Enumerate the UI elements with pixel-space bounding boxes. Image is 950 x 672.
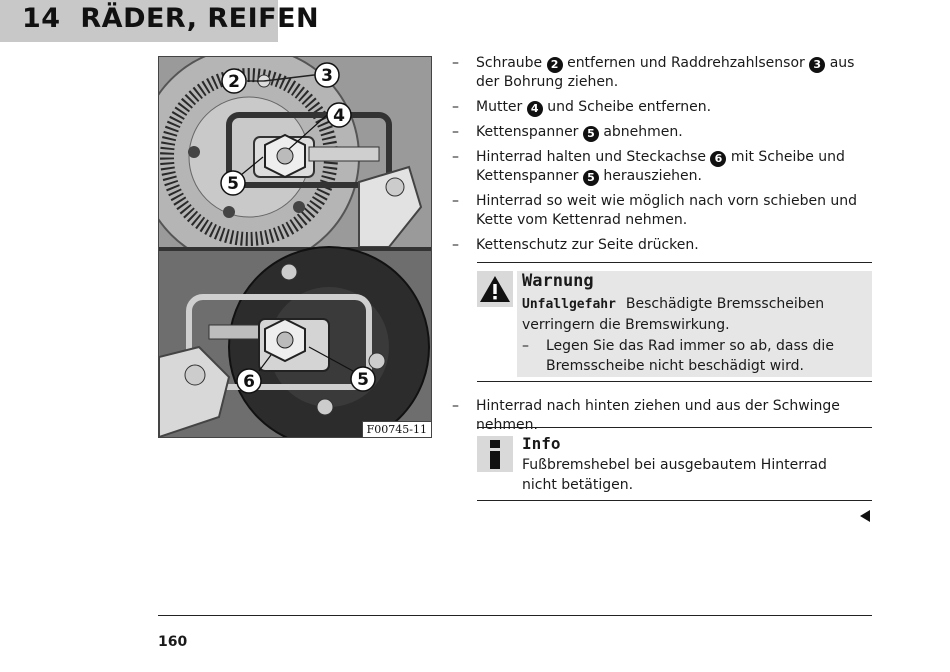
step-item: – Hinterrad nach hinten ziehen und aus der Schwinge nehmen. [452, 398, 840, 433]
info-text: Fußbremshebel bei ausgebautem Hinterrad nicht betätigen. [522, 457, 827, 493]
figure-illustration [159, 57, 431, 437]
step-item: – Hinterrad so weit wie möglich nach vorn schieben und Kette vom Kettenrad nehmen. [452, 193, 858, 228]
warning-instruction: – Legen Sie das Rad immer so ab, dass die Bremsscheibe nicht beschädigt wird. [522, 338, 834, 374]
svg-text:6: 6 [243, 372, 255, 392]
step-item: – Kettenschutz zur Seite drücken. [452, 237, 699, 253]
svg-text:4: 4 [333, 106, 345, 126]
divider [477, 427, 872, 428]
ref-number: 5 [583, 170, 599, 186]
chapter-header [0, 0, 320, 42]
figure-id: F00745-11 [362, 421, 431, 437]
step-dash: – [452, 55, 459, 71]
footer-divider [158, 615, 872, 616]
ref-number: 5 [583, 126, 599, 142]
warning-icon [477, 271, 513, 307]
chapter-number: 14 [22, 3, 61, 34]
step-list [452, 54, 872, 261]
ref-number: 2 [547, 57, 563, 73]
step-dash: – [452, 398, 459, 414]
step-dash: – [452, 124, 459, 140]
ref-number: 6 [710, 151, 726, 167]
callout-5-top [221, 171, 245, 195]
warning-title: Warnung [522, 271, 594, 291]
info-title: Info [522, 434, 561, 453]
step-item: – Kettenspanner 5 abnehmen. [452, 124, 683, 140]
ref-number: 3 [809, 57, 825, 73]
step-dash: – [452, 149, 459, 165]
step-dash: – [452, 99, 459, 115]
svg-text:3: 3 [321, 66, 333, 86]
callout-4 [327, 103, 351, 127]
divider [477, 500, 872, 501]
callout-5-bottom [351, 367, 375, 391]
page-number: 160 [158, 634, 188, 650]
info-icon [477, 436, 513, 472]
chapter-title [22, 3, 319, 34]
svg-text:5: 5 [227, 174, 239, 194]
svg-text:5: 5 [357, 370, 369, 390]
callout-3 [315, 63, 339, 87]
callout-2 [222, 69, 246, 93]
step-dash: – [452, 193, 459, 209]
step-item: – Schraube 2 entfernen und Raddrehzahlsensor 3 aus der Bohrung ziehen. [452, 55, 855, 90]
end-marker-icon [860, 510, 870, 522]
divider [477, 381, 872, 382]
chapter-name: RÄDER, REIFEN [80, 3, 320, 34]
step-item: – Hinterrad halten und Steckachse 6 mit Scheibe und Kettenspanner 5 herausziehen. [452, 149, 845, 184]
warning-text: Unfallgefahr Beschädigte Bremsscheiben verringern die Bremswirkung. [522, 296, 825, 333]
step-dash: – [452, 237, 459, 253]
ref-number: 4 [527, 101, 543, 117]
callout-6 [237, 369, 261, 393]
step-item: – Mutter 4 und Scheibe entfernen. [452, 99, 712, 115]
divider [477, 262, 872, 263]
warning-label: Unfallgefahr [522, 297, 616, 312]
svg-text:2: 2 [228, 72, 240, 92]
figure [158, 56, 432, 438]
instruction-dash: – [522, 338, 529, 354]
